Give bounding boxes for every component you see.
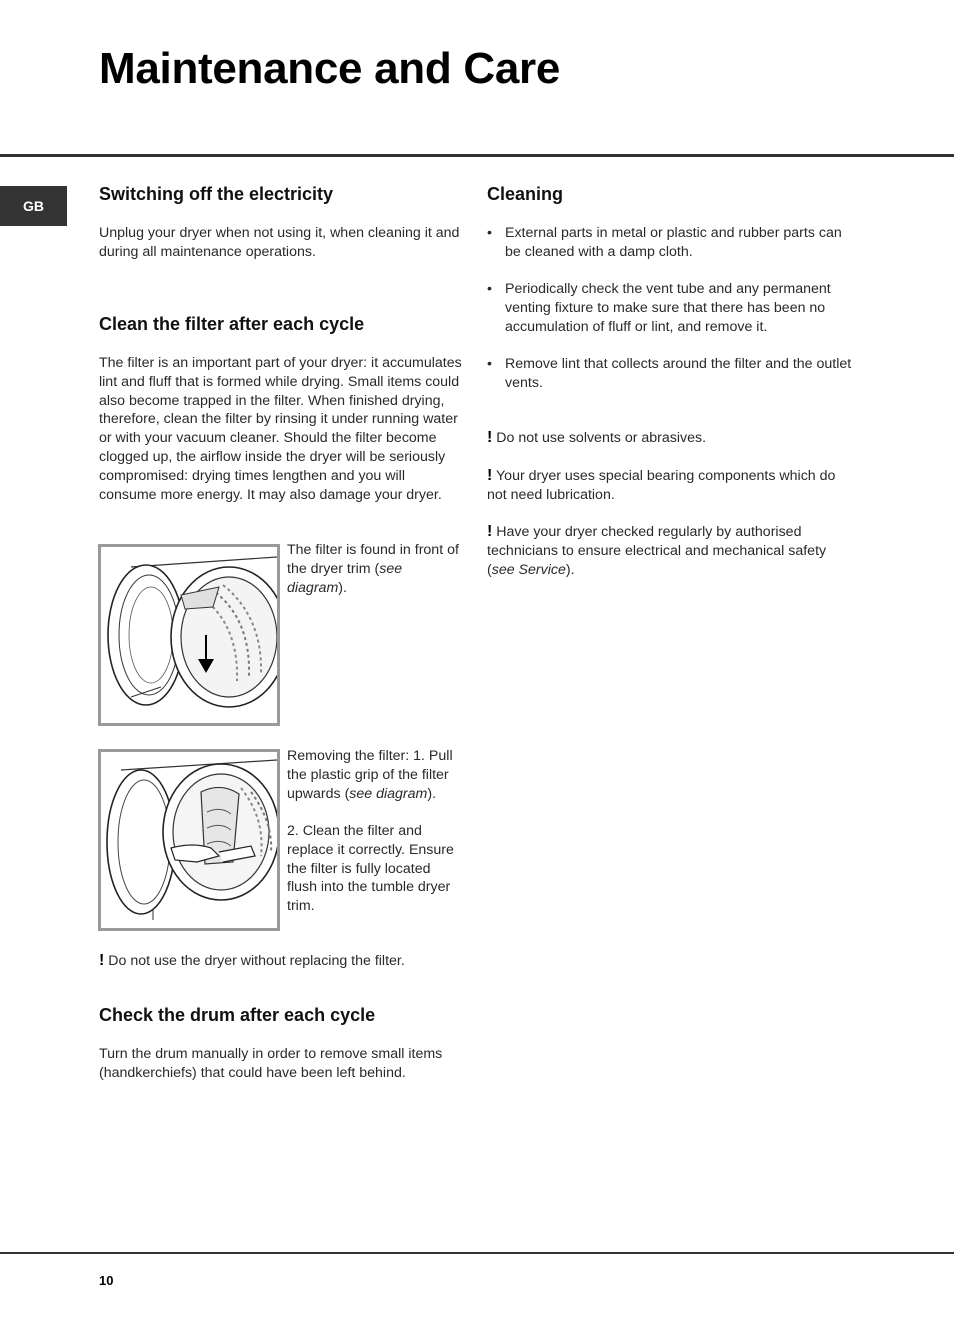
filter-warning: ! Do not use the dryer without replacing the filter. [99, 952, 405, 969]
cleaning-heading: Cleaning [487, 184, 564, 204]
filter-removal-diagram [98, 749, 280, 931]
footer-divider [0, 1252, 954, 1254]
warning-mark: ! [99, 952, 105, 969]
list-item: • External parts in metal or plastic and rubber parts can be cleaned with a damp cloth. [487, 225, 842, 260]
switching-body: Unplug your dryer when not using it, when cleaning it and during all maintenance operations. [99, 225, 460, 260]
page-title: Maintenance and Care [99, 44, 561, 93]
drum-heading: Check the drum after each cycle [99, 1005, 376, 1025]
figure2-caption [287, 747, 459, 916]
cleaning-warning-solvents: ! Do not use solvents or abrasives. [487, 429, 707, 446]
language-tab: GB [0, 186, 67, 226]
cleaning-list [487, 224, 852, 411]
drum-body: Turn the drum manually in order to remove small items (handkerchiefs) that could have been left behind. [99, 1046, 443, 1081]
filter-heading: Clean the filter after each cycle [99, 314, 365, 334]
dryer-door-drawing [101, 547, 277, 723]
cleaning-warning-lubrication: ! Your dryer uses special bearing components which do not need lubrication. [487, 467, 836, 503]
header-divider [0, 154, 954, 157]
figure2-step1: Removing the filter: 1. Pull the plastic grip of the filter upwards (see diagram). [287, 748, 453, 802]
figure2-step2: 2. Clean the filter and replace it correctly. Ensure the filter is fully located flush into the tumble dryer trim. [287, 822, 454, 915]
page-number: 10 [99, 1273, 114, 1288]
figure1-caption: The filter is found in front of the dryer trim (see diagram). [287, 542, 459, 596]
filter-removal-drawing [101, 752, 277, 928]
list-item: • Periodically check the vent tube and any permanent venting fixture to make sure that there has been no accumulation of fluff or lint, and remove it. [487, 281, 831, 335]
filter-body: The filter is an important part of your dryer: it accumulates lint and fluff that is formed while drying. Small items could also become trapped in the filter. When finished drying, therefore, clean the filter by rinsing it under running water or with your vacuum cleaner. Should the filter become clogged up, the airflow inside the dryer will be seriously compromised: drying times lengthen and you will consume more energy. It may also damage your dryer. [99, 355, 462, 503]
filter-location-diagram [98, 544, 280, 726]
cleaning-warning-service: ! Have your dryer checked regularly by authorised technicians to ensure electrical and mechanical safety (see Service). [487, 523, 827, 578]
switching-heading: Switching off the electricity [99, 184, 334, 204]
list-item: • Remove lint that collects around the filter and the outlet vents. [487, 356, 852, 391]
